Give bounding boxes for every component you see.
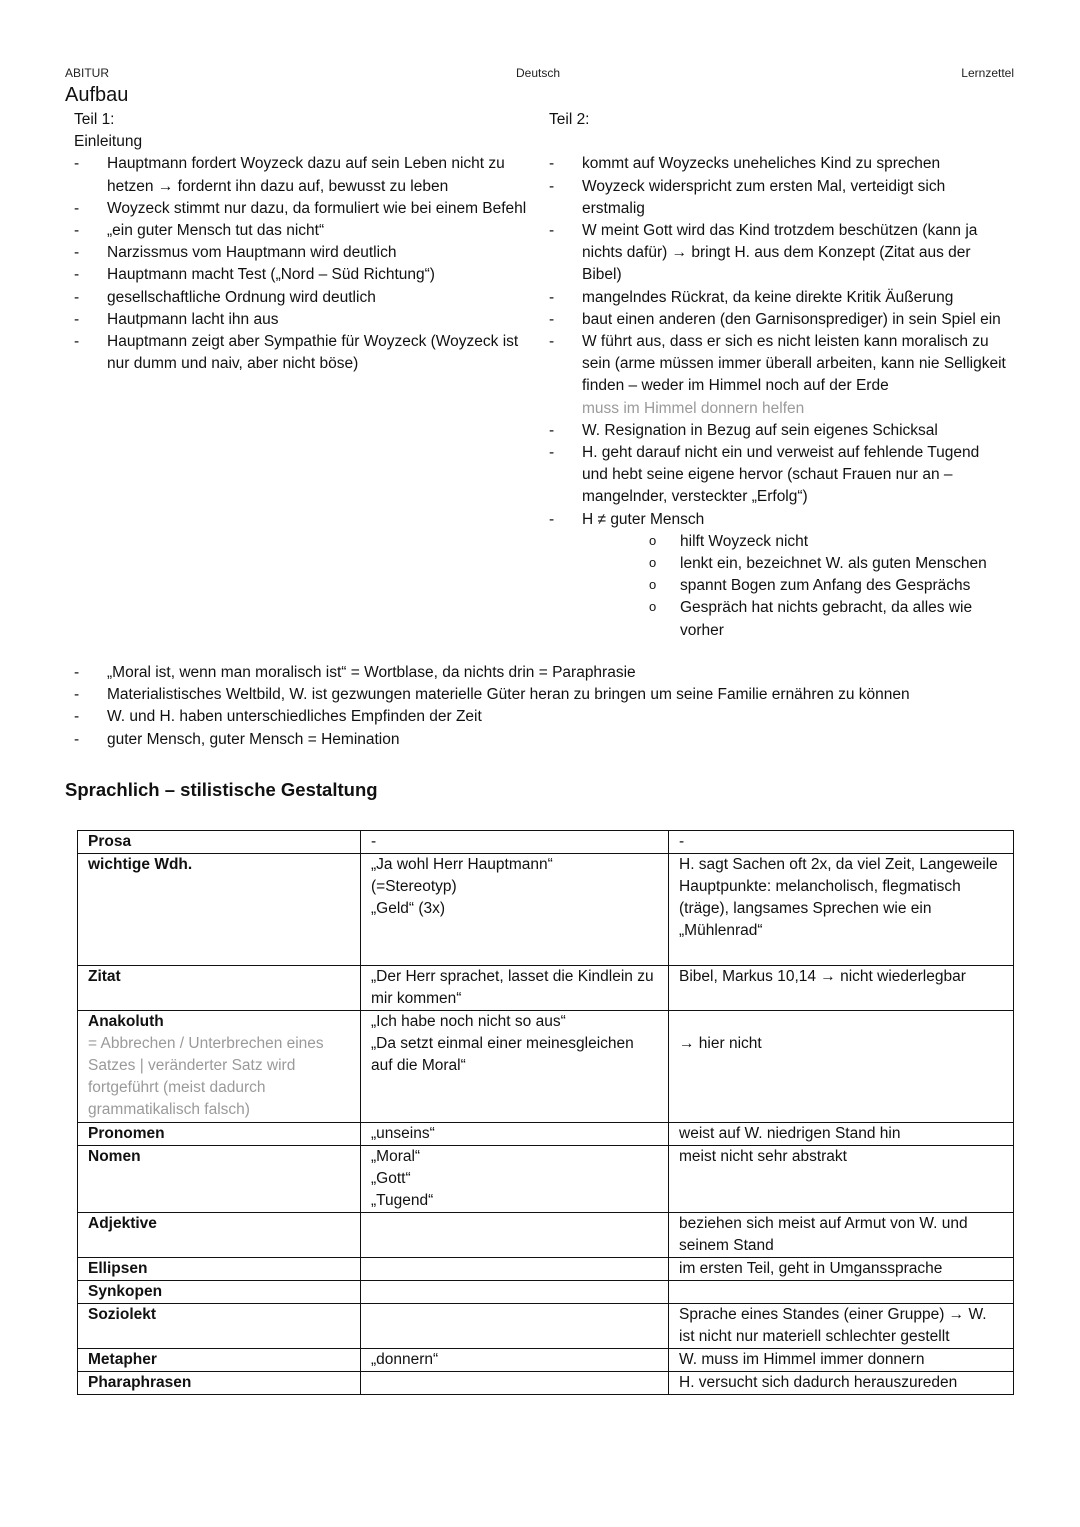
example-cell [361,1372,669,1395]
term-cell [78,1258,361,1281]
list-item: - Narzissmus vom Hauptmann wird deutlich [74,242,534,264]
table-row [78,1281,1014,1304]
table-row [78,1011,1014,1123]
term-label: Pronomen [88,1125,165,1142]
term-cell [78,1304,361,1349]
term-label: Zitat [88,968,121,985]
term-label: Anakoluth [88,1013,164,1030]
note-cell: Sprache eines Standes (einer Gruppe) → W. ist nicht nur materiell schlechter gestellt [669,1304,1014,1349]
list-item: - Woyzeck widerspricht zum ersten Mal, verteidigt sich erstmalig [549,176,1009,220]
summary-column [74,662,1034,751]
table-row [78,1146,1014,1213]
term-cell [78,966,361,1011]
term-label: Nomen [88,1148,141,1165]
example-cell: „donnern“ [361,1349,669,1372]
table-row [78,854,1014,966]
teil2-sublist [582,531,1009,642]
table-row [78,1123,1014,1146]
term-cell [78,1281,361,1304]
list-item: - „Moral ist, wenn man moralisch ist“ = Wortblase, da nichts drin = Paraphrasie [74,662,1034,684]
stylistic-devices-table [77,830,1014,1395]
example-cell [361,1258,669,1281]
note-cell [669,1281,1014,1304]
table-row [78,831,1014,854]
teil1-list [74,153,534,375]
list-item: - gesellschaftliche Ordnung wird deutlich [74,287,534,309]
term-cell [78,1349,361,1372]
teil1-column [74,109,534,375]
term-label: Metapher [88,1351,157,1368]
list-item: - baut einen anderen (den Garnisonsprediger) in sein Spiel ein [549,309,1009,331]
example-cell [361,1281,669,1304]
list-item: - Hauptmann zeigt aber Sympathie für Woyzeck (Woyzeck ist nur dumm und naiv, aber nicht böse) [74,331,534,375]
term-label: Prosa [88,833,132,850]
note-cell: H. versucht sich dadurch herauszureden [669,1372,1014,1395]
sublist-item: o hilft Woyzeck nicht [647,531,1009,553]
list-item: - W. und H. haben unterschiedliches Empfinden der Zeit [74,706,1034,728]
term-cell [78,1146,361,1213]
list-item-text: W führt aus, dass er sich es nicht leisten kann moralisch zu sein (arme müssen immer überall arbeiten, kann nie Selligkeit finden – weder im Himmel noch auf der Erde [582,333,1006,395]
term-cell [78,854,361,966]
teil2-label: Teil 2: [549,111,590,128]
header-right: Lernzettel [961,66,1014,80]
list-item: - mangelndes Rückrat, da keine direkte Kritik Äußerung [549,287,1009,309]
term-label: Synkopen [88,1283,163,1300]
header-center: Deutsch [516,66,561,80]
example-cell [361,1213,669,1258]
sublist-item: o Gespräch hat nichts gebracht, da alles wie vorher [647,597,1009,641]
note-cell: H. sagt Sachen oft 2x, da viel Zeit, Langeweile Hauptpunkte: melancholisch, flegmatisch (träge), langsames Sprechen wie ein „Mühlenrad“ [669,854,1014,966]
table-row [78,1372,1014,1395]
list-item: - Materialistisches Weltbild, W. ist gezwungen materielle Güter heran zu bringen um seine Familie ernähren zu können [74,684,1034,706]
table-row [78,1258,1014,1281]
sublist-item: o lenkt ein, bezeichnet W. als guten Menschen [647,553,1009,575]
list-item: - Hauptmann fordert Woyzeck dazu auf sein Leben nicht zu hetzen → fordernt ihn dazu auf, bewusst zu leben [74,153,534,197]
list-item: - Hautpmann lacht ihn aus [74,309,534,331]
term-cell [78,831,361,854]
list-item: - H. geht darauf nicht ein und verweist auf fehlende Tugend und hebt seine eigene hervor (schaut Frauen nur an – mangelnder, versteckter „Erfolg“) [549,442,1009,509]
note-cell: meist nicht sehr abstrakt [669,1146,1014,1213]
list-item [549,509,1009,642]
list-item: - W meint Gott wird das Kind trotzdem beschützen (kann ja nichts dafür) → bringt H. aus dem Konzept (Zitat aus der Bibel) [549,220,1009,287]
term-label: wichtige Wdh. [88,856,193,873]
list-item: - kommt auf Woyzecks uneheliches Kind zu sprechen [549,153,1009,175]
teil1-label: Teil 1: [74,111,115,128]
table-row [78,1304,1014,1349]
table-row [78,1213,1014,1258]
term-label: Pharaphrasen [88,1374,192,1391]
list-item: - Woyzeck stimmt nur dazu, da formuliert wie bei einem Befehl [74,198,534,220]
note-cell: - [669,831,1014,854]
list-item [549,331,1009,420]
note-cell: weist auf W. niedrigen Stand hin [669,1123,1014,1146]
list-item: - „ein guter Mensch tut das nicht“ [74,220,534,242]
sublist-item: o spannt Bogen zum Anfang des Gesprächs [647,575,1009,597]
teil2-list [549,153,1009,641]
example-cell: „Der Herr sprachet, lasset die Kindlein zu mir kommen“ [361,966,669,1011]
example-cell: „Moral“ „Gott“ „Tugend“ [361,1146,669,1213]
term-cell [78,1123,361,1146]
table-row [78,966,1014,1011]
example-cell: „Ich habe noch nicht so aus“ „Da setzt einmal einer meinesgleichen auf die Moral“ [361,1011,669,1123]
note-cell: → hier nicht [669,1011,1014,1123]
term-label: Ellipsen [88,1260,148,1277]
teil2-column [549,109,1009,642]
summary-list [74,662,1034,751]
page-title: Aufbau [65,84,129,106]
table-row [78,1349,1014,1372]
note-cell: W. muss im Himmel immer donnern [669,1349,1014,1372]
term-label: Soziolekt [88,1306,157,1323]
note-cell: beziehen sich meist auf Armut von W. und seinem Stand [669,1213,1014,1258]
note-cell: im ersten Teil, geht in Umganssprache [669,1258,1014,1281]
example-cell [361,1304,669,1349]
list-item: - W. Resignation in Bezug auf sein eigenes Schicksal [549,420,1009,442]
note-cell: Bibel, Markus 10,14 → nicht wiederlegbar [669,966,1014,1011]
list-item: - guter Mensch, guter Mensch = Hemination [74,729,1034,751]
teil1-sublabel: Einleitung [74,133,143,151]
example-cell: „Ja wohl Herr Hauptmann“ (=Stereotyp) „Geld“ (3x) [361,854,669,966]
term-label: Adjektive [88,1215,157,1232]
gray-note: muss im Himmel donnern helfen [582,399,805,417]
term-cell [78,1372,361,1395]
term-note: = Abbrechen / Unterbrechen eines Satzes | veränderter Satz wird fortgeführt (meist dadurch grammatikalisch falsch) [88,1035,324,1118]
list-item-text: H ≠ guter Mensch [582,510,705,528]
section-title: Sprachlich – stilistische Gestaltung [65,779,378,800]
list-item: - Hauptmann macht Test („Nord – Süd Richtung“) [74,264,534,286]
term-cell [78,1213,361,1258]
example-cell: - [361,831,669,854]
header-left: ABITUR [65,66,110,80]
example-cell: „unseins“ [361,1123,669,1146]
term-cell [78,1011,361,1123]
